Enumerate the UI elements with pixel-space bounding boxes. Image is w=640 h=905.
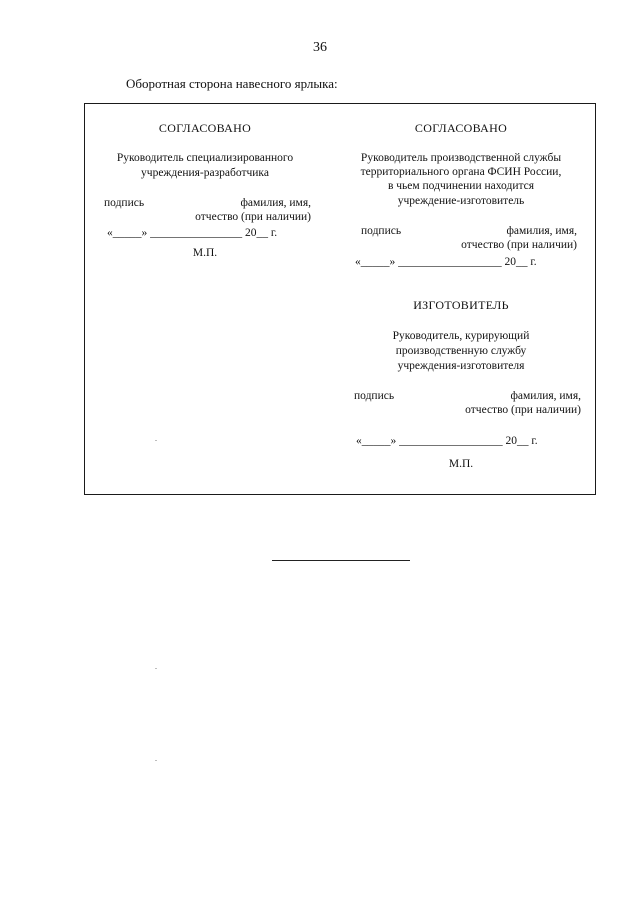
- right-top-name-label: отчество (при наличии): [461, 239, 577, 251]
- right-bottom-heading: ИЗГОТОВИТЕЛЬ: [413, 298, 509, 312]
- label-card: [84, 103, 596, 495]
- right-bottom-signature-label: подпись: [354, 390, 395, 402]
- right-bottom-name-label: отчество (при наличии): [465, 404, 581, 416]
- page-number: 36: [313, 40, 327, 55]
- right-top-role-line: территориального органа ФСИН России,: [360, 166, 562, 178]
- right-bottom-role-line: Руководитель, курирующий: [392, 330, 530, 342]
- right-bottom-date-line: «_____» __________________ 20__ г.: [356, 435, 538, 447]
- scan-speck: [155, 760, 157, 761]
- left-block-heading: СОГЛАСОВАНО: [158, 121, 252, 135]
- left-block-stamp: М.П.: [192, 247, 218, 259]
- right-top-role-line: в чьем подчинении находится: [387, 180, 535, 192]
- right-top-role-line: Руководитель производственной службы: [360, 152, 562, 164]
- right-bottom-role-line: учреждения-изготовителя: [397, 360, 525, 372]
- right-top-heading: СОГЛАСОВАНО: [414, 121, 508, 135]
- left-block-name-label: фамилия, имя,: [240, 197, 311, 209]
- right-bottom-stamp: М.П.: [448, 458, 474, 470]
- right-top-date-line: «_____» __________________ 20__ г.: [355, 256, 537, 268]
- right-top-role-line: учреждение-изготовитель: [397, 195, 525, 207]
- caption: Оборотная сторона навесного ярлыка:: [126, 76, 338, 91]
- right-bottom-role-line: производственную службу: [395, 345, 527, 357]
- left-block-date-line: «_____» ________________ 20__ г.: [107, 227, 278, 239]
- scan-speck: [155, 668, 157, 669]
- left-block-signature-label: подпись: [104, 197, 145, 209]
- right-top-signature-label: подпись: [361, 225, 402, 237]
- footer-rule: [272, 560, 410, 561]
- left-block-name-label: отчество (при наличии): [195, 211, 311, 223]
- right-top-name-label: фамилия, имя,: [506, 225, 577, 237]
- left-block-role-line: учреждения-разработчика: [141, 167, 269, 179]
- scan-speck: [155, 440, 157, 441]
- left-block-role-line: Руководитель специализированного: [116, 152, 294, 164]
- right-bottom-name-label: фамилия, имя,: [510, 390, 581, 402]
